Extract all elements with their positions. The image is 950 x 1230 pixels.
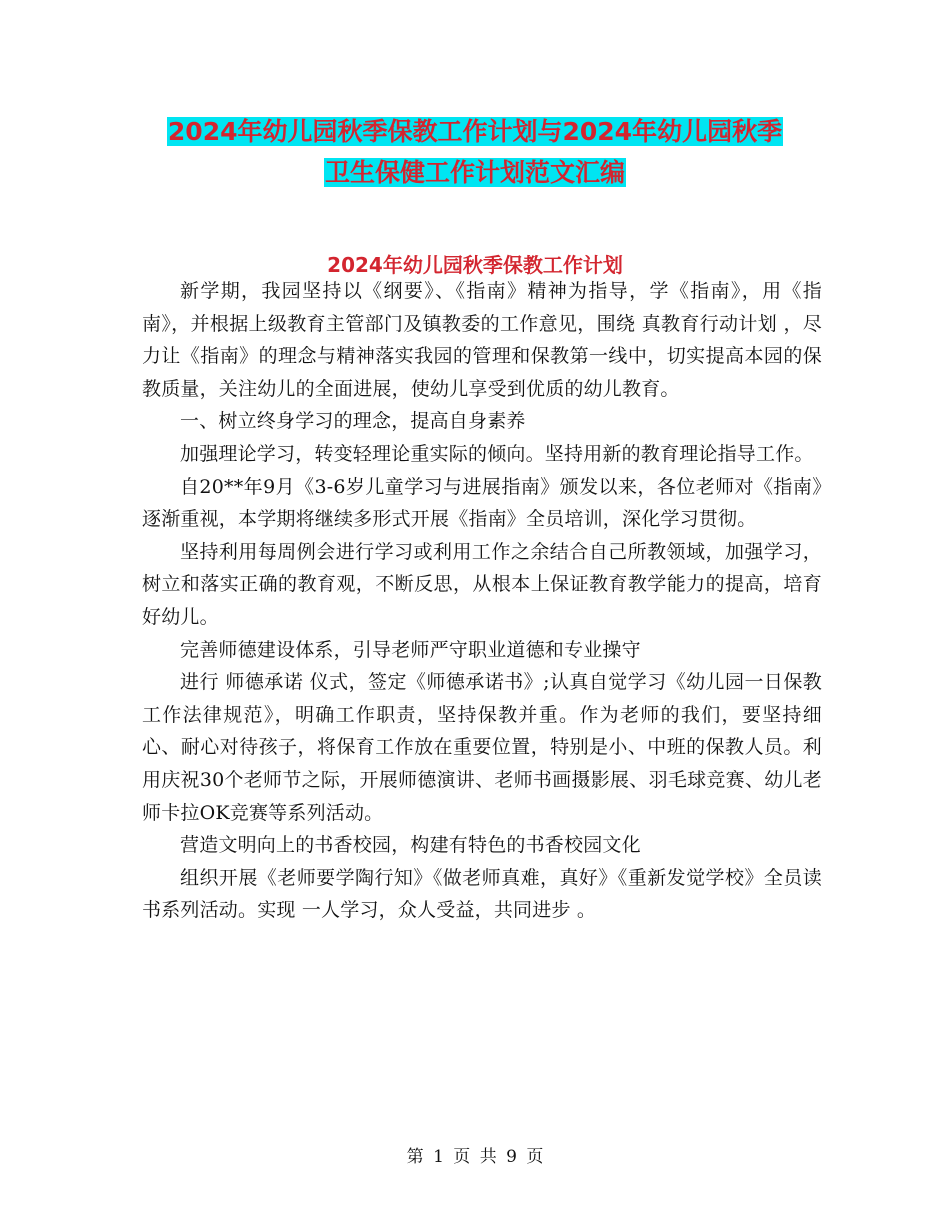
- paragraph: 自20**年9月《3-6岁儿童学习与进展指南》颁发以来，各位老师对《指南》逐渐重视，本学期将继续多形式开展《指南》全员培训，深化学习贯彻。: [142, 475, 822, 531]
- paragraph: 完善师德建设体系，引导老师严守职业道德和专业操守: [180, 638, 641, 661]
- paragraph: 营造文明向上的书香校园，构建有特色的书香校园文化: [180, 834, 641, 857]
- paragraph: 新学期，我园坚持以《纲要》、《指南》精神为指导，学《指南》，用《指南》，并根据上级教育主管部门及镇教委的工作意见，围绕 真教育行动计划 ，尽力让《指南》的理念与精神落实我园的管理和保教第一线中，切实提高本园的保教质量，关注幼儿的全面进展，使幼儿享受到优质的幼儿教育。: [142, 280, 822, 400]
- paragraph: 坚持利用每周例会进行学习或利用工作之余结合自己所教领域，加强学习，树立和落实正确的教育观，不断反思，从根本上保证教育教学能力的提高，培育好幼儿。: [142, 540, 822, 628]
- page-footer: 第 1 页 共 9 页: [406, 1147, 544, 1167]
- document-title-line-2: [0, 155, 950, 191]
- document-body: [142, 275, 822, 927]
- paragraph: 组织开展《老师要学陶行知》《做老师真难，真好》《重新发觉学校》全员读书系列活动。实现 一人学习，众人受益，共同进步 。: [142, 866, 822, 922]
- document-title-line-1: [0, 114, 950, 150]
- paragraph: 一、树立终身学习的理念，提高自身素养: [180, 410, 526, 433]
- document-title-text-2: 卫生保健工作计划范文汇编: [324, 158, 625, 187]
- document-title-text-1: 2024年幼儿园秋季保教工作计划与2024年幼儿园秋季: [167, 117, 783, 146]
- paragraph: 进行 师德承诺 仪式，签定《师德承诺书》;认真自觉学习《幼儿园一日保教工作法律规范》，明确工作职责，坚持保教并重。作为老师的我们，要坚持细心、耐心对待孩子，将保育工作放在重要位置，特别是小、中班的保教人员。利用庆祝30个老师节之际，开展师德演讲、老师书画摄影展、羽毛球竞赛、幼儿老师卡拉OK竞赛等系列活动。: [142, 671, 822, 824]
- paragraph: 加强理论学习，转变轻理论重实际的倾向。坚持用新的教育理论指导工作。: [180, 442, 814, 465]
- section-title: 2024年幼儿园秋季保教工作计划: [327, 253, 623, 277]
